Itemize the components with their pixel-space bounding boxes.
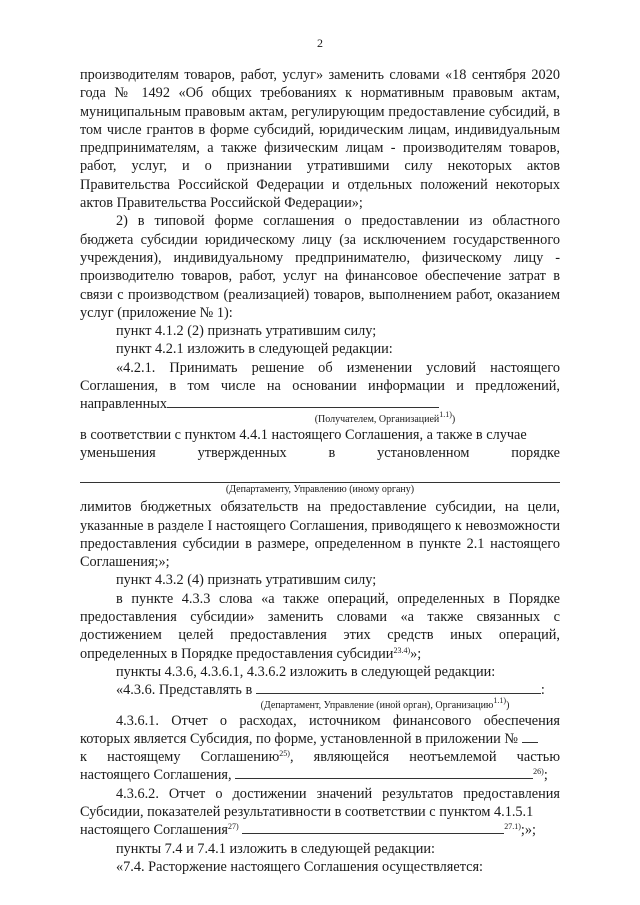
- blank-fill-line: [256, 693, 541, 694]
- footnote-ref: 23.4): [393, 645, 411, 655]
- paragraph-text: «4.2.1. Принимать решение об изменении условий настоящего Соглашения, в том числе на основании информации и предложений,: [80, 359, 560, 395]
- paragraph: пункты 7.4 и 7.4.1 изложить в следующей редакции:: [116, 840, 436, 857]
- paragraph: пункт 4.2.1 изложить в следующей редакции:: [116, 341, 393, 358]
- paragraph-text: ;: [543, 767, 548, 784]
- paragraph: в соответствии с пунктом 4.4.1 настоящего Соглашения, а также в случае: [80, 426, 527, 443]
- footnote-ref: 26): [533, 767, 544, 777]
- paragraph: пункты 4.3.6, 4.3.6.1, 4.3.6.2 изложить в следующей редакции:: [116, 663, 496, 680]
- document-body: [80, 66, 560, 876]
- paragraph-text: «4.3.6. Представлять в: [116, 682, 253, 699]
- paragraph-text: настоящего Соглашения: [80, 822, 228, 839]
- paragraph: пункт 4.3.2 (4) признать утратившим силу;: [116, 572, 377, 589]
- blank-fill-line: [235, 778, 533, 779]
- paragraph-text: в пункте 4.3.3 слова «а также операций, определенных в Порядке предоставления субсидии» заменить словами «а также связанных с достижением целей предоставления этих средств иных операций, определенных в Порядке предоставления субсидии: [80, 590, 560, 662]
- caption-text: ): [451, 413, 456, 425]
- paragraph: [80, 766, 560, 784]
- caption-text: (Департамент, Управление (иной орган), Организацию: [260, 699, 494, 711]
- paragraph: [80, 681, 560, 699]
- blank-fill-line: [167, 407, 439, 408]
- paragraph: 2) в типовой форме соглашения о предоставлении из областного бюджета субсидии юридическому лицу (за исключением государственного учреждения), индивидуальному предпринимателю, физическому лицу - производителю товаров, работ, услуг на финансовое обеспечение затрат в связи с производством (реализацией) товаров, выполнением работ, оказанием услуг (приложение № 1):: [80, 213, 560, 321]
- footnote-ref: 27.1): [504, 822, 521, 832]
- footnote-ref: 1.1): [493, 695, 507, 705]
- paragraph: [80, 712, 560, 749]
- paragraph: пункт 4.1.2 (2) признать утратившим силу;: [116, 323, 377, 340]
- paragraph: 4.3.6.2. Отчет о достижении значений результатов предоставления Субсидии, показателей результативности в соответствии с пунктом 4.1.5.1: [80, 785, 560, 820]
- field-caption: (Департаменту, Управлению (иному органу): [225, 484, 415, 496]
- paragraph: уменьшения утвержденных в установленном порядке: [80, 444, 560, 461]
- field-caption: [80, 695, 560, 712]
- paragraph: [80, 748, 560, 766]
- page-number: 2: [317, 36, 323, 50]
- paragraph-text: »;: [410, 645, 422, 662]
- paragraph: «7.4. Расторжение настоящего Соглашения осуществляется:: [116, 858, 484, 875]
- paragraph: лимитов бюджетных обязательств на предоставление субсидии, на цели, указанные в разделе I настоящего Соглашения, приводящего к невозможности предоставления субсидии в размере, определенном в пункте 2.1 настоящего Соглашения;»;: [80, 499, 560, 571]
- blank-fill-line: [80, 482, 560, 483]
- blank-fill-line: [522, 742, 538, 743]
- footnote-ref: 1.1): [439, 409, 452, 419]
- paragraph: [80, 590, 560, 663]
- paragraph: производителям товаров, работ, услуг» заменить словами «18 сентября 2020 года № 1492 «Об общих требованиях к нормативным правовым актам, муниципальным правовым актам, регулирующим предоставление субсидий, в том числе грантов в форме субсидий, юридическим лицам, индивидуальным предпринимателям, а также физическим лицам - производителям товаров, работ, услуг, и о признании утратившими силу некоторых актов Правительства Российской Федерации и отдельных положений некоторых актов Правительства Российской Федерации»;: [80, 67, 560, 212]
- paragraph-text: настоящего Соглашения,: [80, 767, 232, 784]
- footnote-ref: 25): [279, 749, 290, 759]
- paragraph-text: :: [540, 682, 545, 699]
- paragraph-text: направленных: [80, 396, 168, 413]
- blank-fill-line: [242, 833, 504, 834]
- footnote-ref: 27): [227, 822, 239, 832]
- paragraph-text: , являющейся неотъемлемой частью: [289, 749, 561, 766]
- paragraph: [80, 359, 560, 414]
- paragraph-text: 4.3.6.1. Отчет о расходах, источником финансового обеспечения которых является Субсидия, по форме, установленной в приложении №: [80, 712, 560, 747]
- paragraph-text: к настоящему Соглашению: [80, 749, 280, 766]
- caption-text: (Получателем, Организацией: [314, 413, 440, 425]
- paragraph-text: ;»;: [520, 822, 536, 839]
- field-caption: [80, 409, 560, 426]
- paragraph: [80, 821, 560, 839]
- caption-text: ): [506, 699, 510, 711]
